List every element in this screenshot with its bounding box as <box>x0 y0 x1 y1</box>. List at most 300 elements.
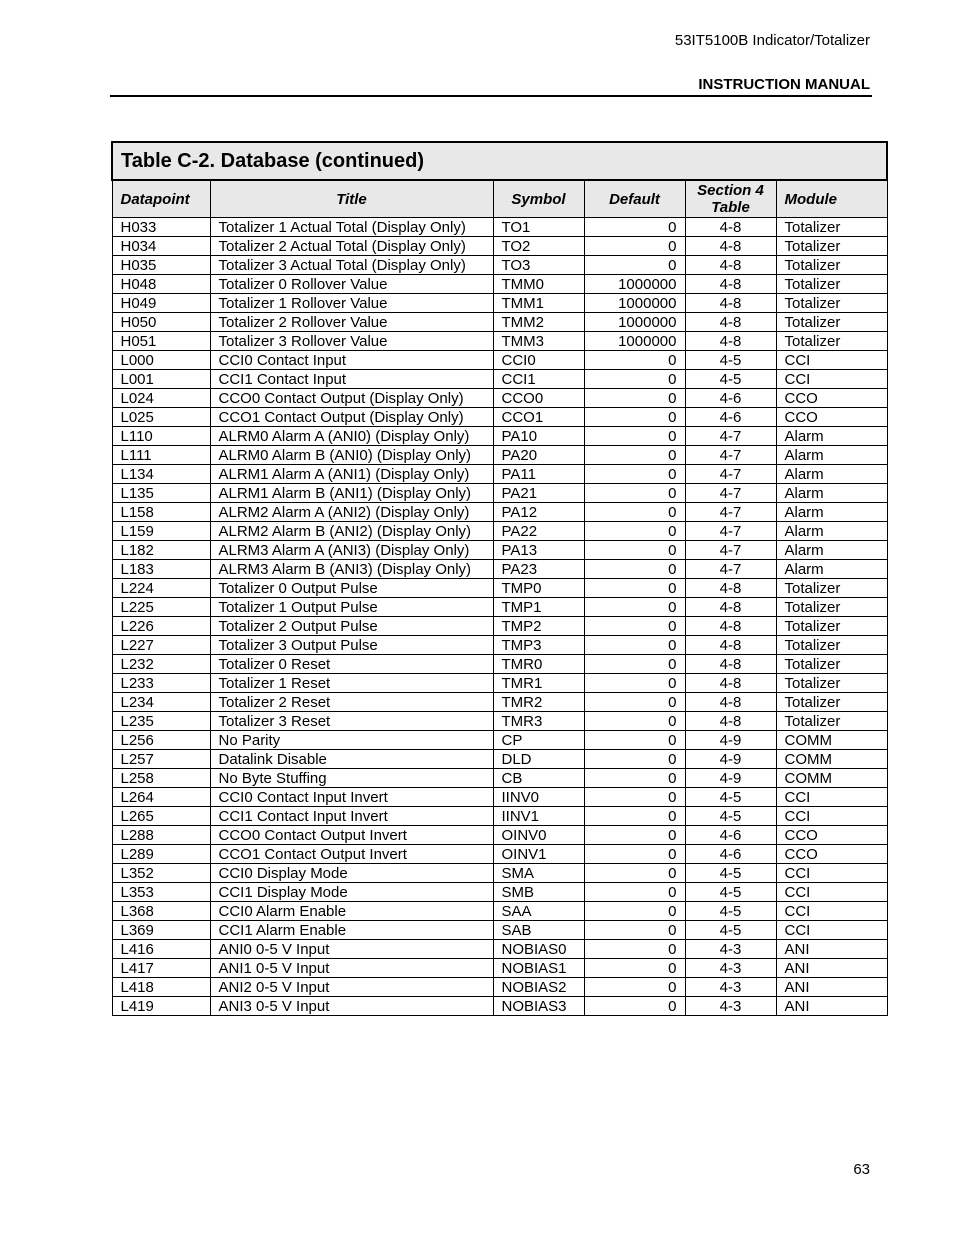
table-row <box>112 218 887 237</box>
module-cell: Totalizer <box>776 294 887 313</box>
symbol-cell: NOBIAS2 <box>493 978 584 997</box>
default-cell: 0 <box>584 655 685 674</box>
symbol-cell: PA12 <box>493 503 584 522</box>
title-cell: Totalizer 2 Rollover Value <box>210 313 493 332</box>
title-cell: CCI1 Contact Input <box>210 370 493 389</box>
default-cell: 1000000 <box>584 275 685 294</box>
datapoint-cell: L226 <box>112 617 210 636</box>
table-row <box>112 978 887 997</box>
title-cell: ANI2 0-5 V Input <box>210 978 493 997</box>
table-row <box>112 389 887 408</box>
table-body <box>112 218 887 1016</box>
symbol-cell: TMM2 <box>493 313 584 332</box>
table-row <box>112 294 887 313</box>
datapoint-cell: L233 <box>112 674 210 693</box>
title-cell: ALRM2 Alarm B (ANI2) (Display Only) <box>210 522 493 541</box>
table-row <box>112 465 887 484</box>
section-table-cell: 4-5 <box>685 921 776 940</box>
title-cell: ANI1 0-5 V Input <box>210 959 493 978</box>
section-table-cell: 4-8 <box>685 275 776 294</box>
module-cell: ANI <box>776 997 887 1016</box>
datapoint-cell: L416 <box>112 940 210 959</box>
section-table-cell: 4-8 <box>685 332 776 351</box>
default-cell: 0 <box>584 788 685 807</box>
module-cell: Alarm <box>776 541 887 560</box>
symbol-cell: CCI1 <box>493 370 584 389</box>
title-cell: No Parity <box>210 731 493 750</box>
default-cell: 0 <box>584 921 685 940</box>
default-cell: 1000000 <box>584 332 685 351</box>
table-row <box>112 845 887 864</box>
section-table-cell: 4-7 <box>685 427 776 446</box>
default-cell: 0 <box>584 218 685 237</box>
default-cell: 0 <box>584 446 685 465</box>
column-header-datapoint: Datapoint <box>112 180 210 218</box>
section-table-cell: 4-7 <box>685 503 776 522</box>
module-cell: Totalizer <box>776 655 887 674</box>
section-table-cell: 4-7 <box>685 541 776 560</box>
title-cell: No Byte Stuffing <box>210 769 493 788</box>
title-cell: CCI0 Alarm Enable <box>210 902 493 921</box>
module-cell: ANI <box>776 978 887 997</box>
section-table-cell: 4-5 <box>685 864 776 883</box>
datapoint-cell: L001 <box>112 370 210 389</box>
table-row <box>112 731 887 750</box>
table-row <box>112 275 887 294</box>
symbol-cell: TMM0 <box>493 275 584 294</box>
symbol-cell: IINV0 <box>493 788 584 807</box>
module-cell: CCO <box>776 845 887 864</box>
table-row <box>112 883 887 902</box>
datapoint-cell: L000 <box>112 351 210 370</box>
section-title: INSTRUCTION MANUAL <box>698 76 870 93</box>
default-cell: 0 <box>584 902 685 921</box>
symbol-cell: PA22 <box>493 522 584 541</box>
column-header-title: Title <box>210 180 493 218</box>
default-cell: 0 <box>584 864 685 883</box>
section-table-cell: 4-8 <box>685 617 776 636</box>
symbol-cell: PA23 <box>493 560 584 579</box>
title-cell: Datalink Disable <box>210 750 493 769</box>
section-table-cell: 4-3 <box>685 978 776 997</box>
section-table-cell: 4-8 <box>685 294 776 313</box>
section-table-cell: 4-3 <box>685 959 776 978</box>
datapoint-cell: L224 <box>112 579 210 598</box>
section-table-cell: 4-5 <box>685 370 776 389</box>
module-cell: CCO <box>776 826 887 845</box>
section-table-cell: 4-5 <box>685 807 776 826</box>
datapoint-cell: L227 <box>112 636 210 655</box>
title-cell: Totalizer 1 Rollover Value <box>210 294 493 313</box>
symbol-cell: PA20 <box>493 446 584 465</box>
datapoint-cell: L158 <box>112 503 210 522</box>
datapoint-cell: L159 <box>112 522 210 541</box>
section-table-cell: 4-9 <box>685 769 776 788</box>
datapoint-cell: H035 <box>112 256 210 275</box>
default-cell: 0 <box>584 940 685 959</box>
module-cell: Totalizer <box>776 617 887 636</box>
symbol-cell: PA13 <box>493 541 584 560</box>
symbol-cell: PA11 <box>493 465 584 484</box>
symbol-cell: TMR1 <box>493 674 584 693</box>
symbol-cell: CCI0 <box>493 351 584 370</box>
symbol-cell: TMP0 <box>493 579 584 598</box>
table-row <box>112 560 887 579</box>
title-cell: CCI1 Display Mode <box>210 883 493 902</box>
datapoint-cell: L289 <box>112 845 210 864</box>
symbol-cell: PA10 <box>493 427 584 446</box>
database-table-container <box>111 141 886 1016</box>
default-cell: 0 <box>584 541 685 560</box>
module-cell: Totalizer <box>776 332 887 351</box>
module-cell: Totalizer <box>776 598 887 617</box>
module-cell: CCI <box>776 807 887 826</box>
module-cell: COMM <box>776 731 887 750</box>
table-header-row <box>112 180 887 218</box>
section-table-cell: 4-8 <box>685 237 776 256</box>
default-cell: 0 <box>584 731 685 750</box>
module-cell: Alarm <box>776 427 887 446</box>
datapoint-cell: L024 <box>112 389 210 408</box>
symbol-cell: TMP3 <box>493 636 584 655</box>
module-cell: Alarm <box>776 503 887 522</box>
symbol-cell: SMB <box>493 883 584 902</box>
module-cell: Totalizer <box>776 313 887 332</box>
default-cell: 1000000 <box>584 313 685 332</box>
default-cell: 0 <box>584 237 685 256</box>
table-row <box>112 712 887 731</box>
table-row <box>112 579 887 598</box>
table-row <box>112 408 887 427</box>
datapoint-cell: L419 <box>112 997 210 1016</box>
default-cell: 0 <box>584 389 685 408</box>
table-row <box>112 370 887 389</box>
database-table <box>111 141 888 1016</box>
table-row <box>112 693 887 712</box>
section-table-cell: 4-6 <box>685 408 776 427</box>
module-cell: Alarm <box>776 465 887 484</box>
module-cell: Totalizer <box>776 712 887 731</box>
title-cell: ALRM1 Alarm B (ANI1) (Display Only) <box>210 484 493 503</box>
page-number: 63 <box>853 1161 870 1178</box>
title-cell: Totalizer 3 Actual Total (Display Only) <box>210 256 493 275</box>
module-cell: Alarm <box>776 484 887 503</box>
symbol-cell: CCO0 <box>493 389 584 408</box>
table-row <box>112 598 887 617</box>
title-cell: Totalizer 2 Reset <box>210 693 493 712</box>
table-row <box>112 655 887 674</box>
section-table-cell: 4-7 <box>685 465 776 484</box>
datapoint-cell: H049 <box>112 294 210 313</box>
title-cell: ANI3 0-5 V Input <box>210 997 493 1016</box>
module-cell: Alarm <box>776 560 887 579</box>
section-table-cell: 4-5 <box>685 788 776 807</box>
table-row <box>112 921 887 940</box>
symbol-cell: TMR0 <box>493 655 584 674</box>
symbol-cell: OINV0 <box>493 826 584 845</box>
title-cell: Totalizer 3 Rollover Value <box>210 332 493 351</box>
default-cell: 0 <box>584 351 685 370</box>
symbol-cell: TMM3 <box>493 332 584 351</box>
table-row <box>112 674 887 693</box>
default-cell: 0 <box>584 256 685 275</box>
module-cell: ANI <box>776 959 887 978</box>
section-table-cell: 4-8 <box>685 256 776 275</box>
datapoint-cell: L369 <box>112 921 210 940</box>
datapoint-cell: L257 <box>112 750 210 769</box>
title-cell: CCI1 Alarm Enable <box>210 921 493 940</box>
title-cell: Totalizer 1 Actual Total (Display Only) <box>210 218 493 237</box>
module-cell: Totalizer <box>776 693 887 712</box>
symbol-cell: TMP1 <box>493 598 584 617</box>
module-cell: Totalizer <box>776 636 887 655</box>
module-cell: Alarm <box>776 446 887 465</box>
table-row <box>112 959 887 978</box>
symbol-cell: TMP2 <box>493 617 584 636</box>
default-cell: 0 <box>584 712 685 731</box>
default-cell: 0 <box>584 636 685 655</box>
module-cell: CCI <box>776 883 887 902</box>
datapoint-cell: L265 <box>112 807 210 826</box>
section-table-cell: 4-6 <box>685 845 776 864</box>
symbol-cell: OINV1 <box>493 845 584 864</box>
section-table-cell: 4-8 <box>685 712 776 731</box>
symbol-cell: NOBIAS1 <box>493 959 584 978</box>
section-table-cell: 4-6 <box>685 389 776 408</box>
module-cell: CCI <box>776 351 887 370</box>
title-cell: CCO0 Contact Output Invert <box>210 826 493 845</box>
title-cell: CCI0 Contact Input <box>210 351 493 370</box>
module-cell: CCI <box>776 864 887 883</box>
section-table-cell: 4-7 <box>685 446 776 465</box>
symbol-cell: CP <box>493 731 584 750</box>
symbol-cell: TO2 <box>493 237 584 256</box>
module-cell: Totalizer <box>776 218 887 237</box>
symbol-cell: TO1 <box>493 218 584 237</box>
symbol-cell: SAB <box>493 921 584 940</box>
title-cell: Totalizer 0 Output Pulse <box>210 579 493 598</box>
section-table-cell: 4-8 <box>685 693 776 712</box>
datapoint-cell: H034 <box>112 237 210 256</box>
default-cell: 0 <box>584 750 685 769</box>
table-row <box>112 617 887 636</box>
default-cell: 0 <box>584 503 685 522</box>
column-header-section-table: Section 4 Table <box>685 180 776 218</box>
section-table-cell: 4-3 <box>685 997 776 1016</box>
table-row <box>112 788 887 807</box>
module-cell: COMM <box>776 769 887 788</box>
section-table-cell: 4-8 <box>685 579 776 598</box>
title-cell: CCI0 Contact Input Invert <box>210 788 493 807</box>
datapoint-cell: L232 <box>112 655 210 674</box>
module-cell: CCI <box>776 902 887 921</box>
title-cell: CCO1 Contact Output Invert <box>210 845 493 864</box>
section-table-cell: 4-7 <box>685 560 776 579</box>
datapoint-cell: L182 <box>112 541 210 560</box>
table-row <box>112 484 887 503</box>
title-cell: ALRM3 Alarm B (ANI3) (Display Only) <box>210 560 493 579</box>
default-cell: 0 <box>584 674 685 693</box>
table-row <box>112 237 887 256</box>
datapoint-cell: L134 <box>112 465 210 484</box>
table-row <box>112 864 887 883</box>
section-table-cell: 4-8 <box>685 598 776 617</box>
title-cell: ALRM1 Alarm A (ANI1) (Display Only) <box>210 465 493 484</box>
module-cell: CCO <box>776 408 887 427</box>
table-row <box>112 446 887 465</box>
column-header-module: Module <box>776 180 887 218</box>
table-row <box>112 541 887 560</box>
table-row <box>112 351 887 370</box>
table-row <box>112 332 887 351</box>
datapoint-cell: H033 <box>112 218 210 237</box>
header-divider <box>110 95 872 97</box>
module-cell: Alarm <box>776 522 887 541</box>
default-cell: 0 <box>584 522 685 541</box>
datapoint-cell: L135 <box>112 484 210 503</box>
datapoint-cell: L352 <box>112 864 210 883</box>
table-row <box>112 256 887 275</box>
title-cell: ALRM0 Alarm B (ANI0) (Display Only) <box>210 446 493 465</box>
section-table-cell: 4-8 <box>685 636 776 655</box>
column-header-symbol: Symbol <box>493 180 584 218</box>
module-cell: CCI <box>776 921 887 940</box>
datapoint-cell: L353 <box>112 883 210 902</box>
title-cell: Totalizer 1 Output Pulse <box>210 598 493 617</box>
datapoint-cell: H050 <box>112 313 210 332</box>
section-table-cell: 4-9 <box>685 731 776 750</box>
section-table-cell: 4-5 <box>685 902 776 921</box>
table-row <box>112 902 887 921</box>
title-cell: Totalizer 3 Output Pulse <box>210 636 493 655</box>
default-cell: 0 <box>584 826 685 845</box>
symbol-cell: TMR2 <box>493 693 584 712</box>
title-cell: ALRM2 Alarm A (ANI2) (Display Only) <box>210 503 493 522</box>
title-cell: CCO1 Contact Output (Display Only) <box>210 408 493 427</box>
section-table-cell: 4-8 <box>685 218 776 237</box>
table-row <box>112 750 887 769</box>
default-cell: 0 <box>584 693 685 712</box>
column-header-default: Default <box>584 180 685 218</box>
symbol-cell: TO3 <box>493 256 584 275</box>
default-cell: 0 <box>584 560 685 579</box>
default-cell: 0 <box>584 883 685 902</box>
default-cell: 0 <box>584 465 685 484</box>
title-cell: CCI1 Contact Input Invert <box>210 807 493 826</box>
default-cell: 0 <box>584 408 685 427</box>
symbol-cell: NOBIAS0 <box>493 940 584 959</box>
datapoint-cell: L025 <box>112 408 210 427</box>
title-cell: ALRM0 Alarm A (ANI0) (Display Only) <box>210 427 493 446</box>
symbol-cell: TMR3 <box>493 712 584 731</box>
title-cell: Totalizer 2 Actual Total (Display Only) <box>210 237 493 256</box>
section-table-cell: 4-7 <box>685 484 776 503</box>
module-cell: CCO <box>776 389 887 408</box>
datapoint-cell: L110 <box>112 427 210 446</box>
section-table-cell: 4-8 <box>685 655 776 674</box>
module-cell: Totalizer <box>776 256 887 275</box>
module-cell: Totalizer <box>776 275 887 294</box>
table-row <box>112 997 887 1016</box>
section-table-cell: 4-8 <box>685 674 776 693</box>
default-cell: 0 <box>584 845 685 864</box>
title-cell: Totalizer 0 Rollover Value <box>210 275 493 294</box>
symbol-cell: PA21 <box>493 484 584 503</box>
table-row <box>112 313 887 332</box>
default-cell: 0 <box>584 484 685 503</box>
section-table-cell: 4-5 <box>685 351 776 370</box>
table-row <box>112 522 887 541</box>
table-row <box>112 826 887 845</box>
default-cell: 0 <box>584 807 685 826</box>
table-row <box>112 807 887 826</box>
datapoint-cell: L183 <box>112 560 210 579</box>
datapoint-cell: L264 <box>112 788 210 807</box>
symbol-cell: DLD <box>493 750 584 769</box>
symbol-cell: NOBIAS3 <box>493 997 584 1016</box>
section-table-cell: 4-8 <box>685 313 776 332</box>
default-cell: 0 <box>584 997 685 1016</box>
title-cell: Totalizer 2 Output Pulse <box>210 617 493 636</box>
table-row <box>112 503 887 522</box>
section-table-cell: 4-6 <box>685 826 776 845</box>
default-cell: 0 <box>584 769 685 788</box>
module-cell: Totalizer <box>776 674 887 693</box>
symbol-cell: TMM1 <box>493 294 584 313</box>
symbol-cell: CCO1 <box>493 408 584 427</box>
table-row <box>112 427 887 446</box>
module-cell: Totalizer <box>776 237 887 256</box>
title-cell: Totalizer 1 Reset <box>210 674 493 693</box>
section-table-cell: 4-3 <box>685 940 776 959</box>
datapoint-cell: L111 <box>112 446 210 465</box>
default-cell: 0 <box>584 598 685 617</box>
title-cell: Totalizer 0 Reset <box>210 655 493 674</box>
datapoint-cell: H051 <box>112 332 210 351</box>
default-cell: 0 <box>584 370 685 389</box>
datapoint-cell: L258 <box>112 769 210 788</box>
table-row <box>112 769 887 788</box>
datapoint-cell: L234 <box>112 693 210 712</box>
datapoint-cell: L288 <box>112 826 210 845</box>
datapoint-cell: L225 <box>112 598 210 617</box>
section-table-cell: 4-5 <box>685 883 776 902</box>
datapoint-cell: L235 <box>112 712 210 731</box>
table-row <box>112 636 887 655</box>
default-cell: 0 <box>584 978 685 997</box>
title-cell: ANI0 0-5 V Input <box>210 940 493 959</box>
module-cell: CCI <box>776 370 887 389</box>
symbol-cell: IINV1 <box>493 807 584 826</box>
title-cell: ALRM3 Alarm A (ANI3) (Display Only) <box>210 541 493 560</box>
default-cell: 0 <box>584 427 685 446</box>
table-caption: Table C-2. Database (continued) <box>112 142 887 180</box>
default-cell: 0 <box>584 579 685 598</box>
datapoint-cell: L368 <box>112 902 210 921</box>
default-cell: 0 <box>584 959 685 978</box>
default-cell: 0 <box>584 617 685 636</box>
symbol-cell: SMA <box>493 864 584 883</box>
section-table-cell: 4-9 <box>685 750 776 769</box>
default-cell: 1000000 <box>584 294 685 313</box>
module-cell: COMM <box>776 750 887 769</box>
table-row <box>112 940 887 959</box>
symbol-cell: CB <box>493 769 584 788</box>
datapoint-cell: L417 <box>112 959 210 978</box>
title-cell: Totalizer 3 Reset <box>210 712 493 731</box>
section-table-cell: 4-7 <box>685 522 776 541</box>
datapoint-cell: L418 <box>112 978 210 997</box>
